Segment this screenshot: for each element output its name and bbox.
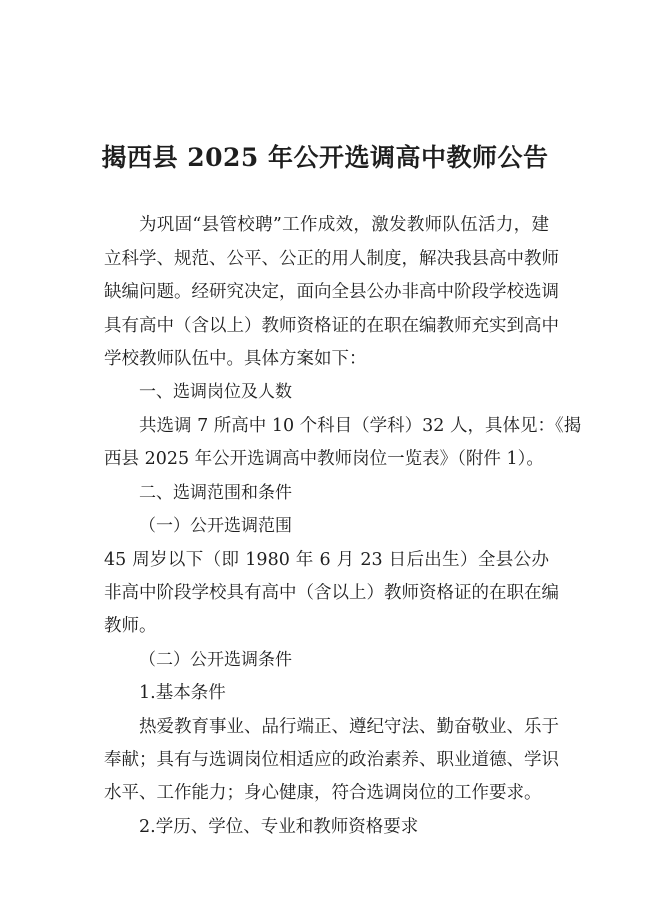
subsection-heading: （二）公开选调条件 (139, 650, 292, 670)
item-heading: 1.基本条件 (139, 683, 226, 703)
paragraph-line: 为巩固“县管校聘”工作成效，激发教师队伍活力，建 (139, 215, 549, 235)
item-heading: 2.学历、学位、专业和教师资格要求 (139, 817, 419, 837)
paragraph-line: 奉献；具有与选调岗位相适应的政治素养、职业道德、学识 (104, 750, 559, 770)
paragraph-line: 教师。 (104, 616, 157, 636)
paragraph-line: 缺编问题。经研究决定，面向全县公办非高中阶段学校选调 (104, 282, 559, 302)
paragraph-line: 西县 2025 年公开选调高中教师岗位一览表》（附件 1）。 (104, 449, 544, 469)
document-title: 揭西县 2025 年公开选调高中教师公告 (101, 143, 549, 172)
paragraph-line: 水平、工作能力；身心健康，符合选调岗位的工作要求。 (104, 783, 542, 803)
section-heading: 一、选调岗位及人数 (139, 382, 292, 402)
section-heading: 二、选调范围和条件 (139, 483, 292, 503)
paragraph-line: 45 周岁以下（即 1980 年 6 月 23 日后出生）全县公办 (104, 550, 549, 570)
paragraph-line: 立科学、规范、公平、公正的用人制度，解决我县高中教师 (104, 249, 559, 269)
paragraph-line: 热爱教育事业、品行端正、遵纪守法、勤奋敬业、乐于 (139, 717, 559, 737)
paragraph-line: 具有高中（含以上）教师资格证的在职在编教师充实到高中 (104, 316, 559, 336)
paragraph-line: 共选调 7 所高中 10 个科目（学科）32 人，具体见：《揭 (139, 416, 582, 436)
subsection-heading: （一）公开选调范围 (139, 516, 292, 536)
paragraph-line: 学校教师队伍中。具体方案如下： (104, 349, 367, 369)
paragraph-line: 非高中阶段学校具有高中（含以上）教师资格证的在职在编 (104, 583, 559, 603)
